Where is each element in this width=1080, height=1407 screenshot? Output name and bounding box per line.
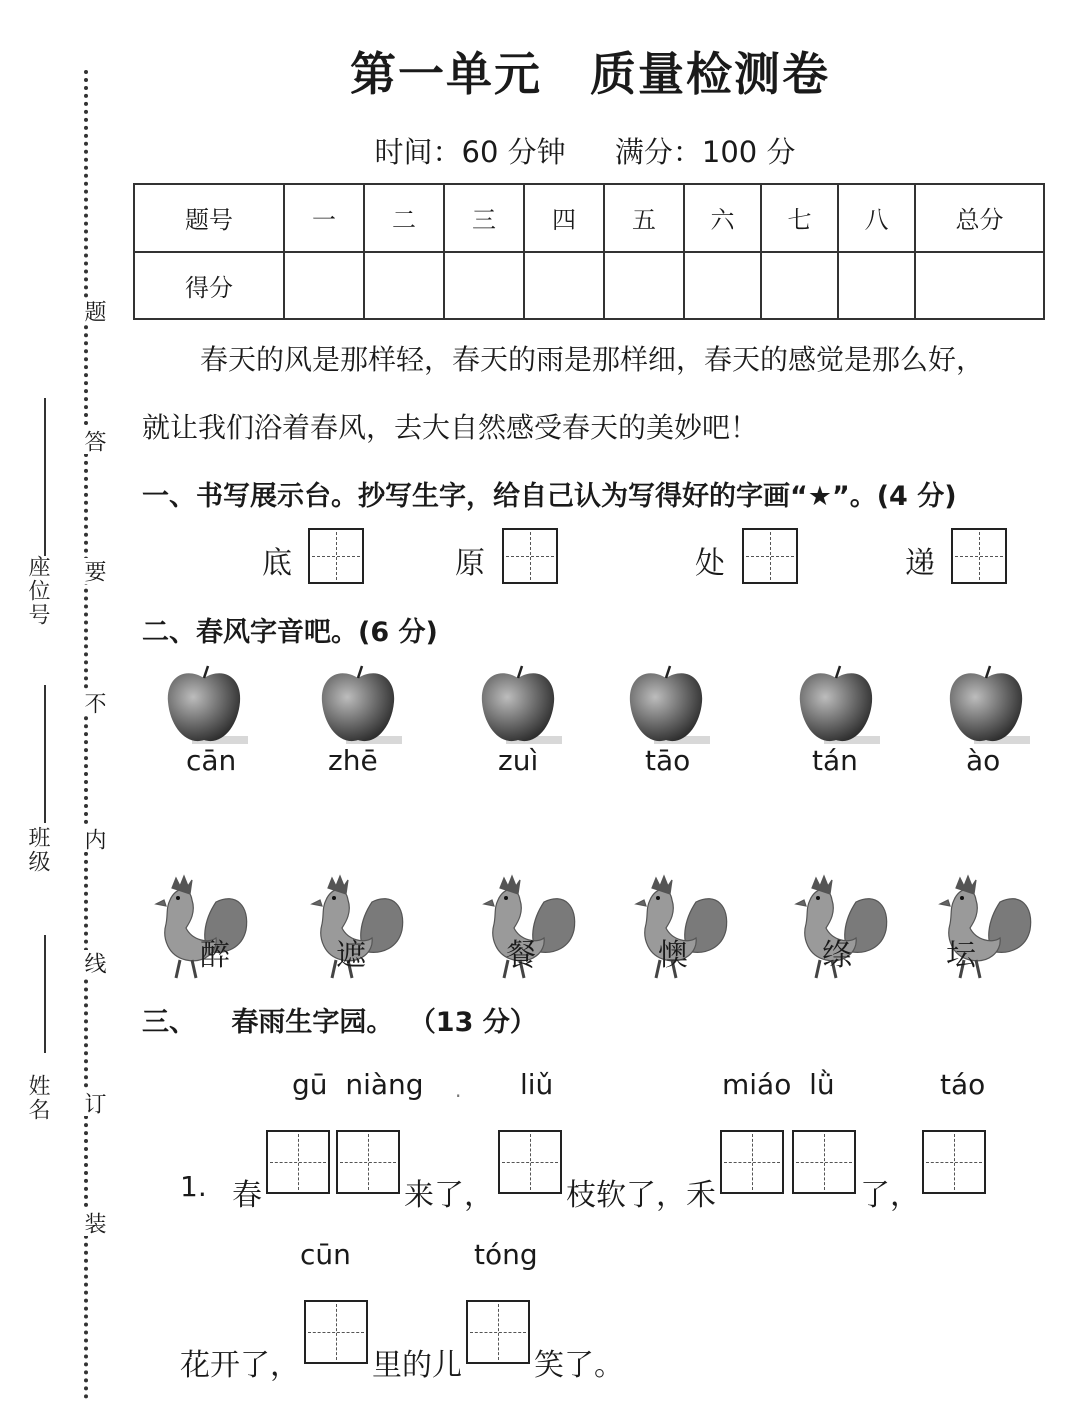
margin-char: 订	[78, 1090, 102, 1116]
score-cell[interactable]	[284, 252, 364, 320]
answer-grid[interactable]	[498, 1130, 562, 1194]
copy-char: 原	[455, 546, 485, 581]
section-1-heading: 一、书写展示台。抄写生字，给自己认为写得好的字画“★”。(4 分)	[142, 481, 957, 512]
score-cell[interactable]	[604, 252, 684, 320]
sentence-text: 枝软了，禾	[566, 1178, 716, 1213]
header-cell: 三	[444, 184, 524, 252]
section-3-score: （13 分）	[408, 1007, 537, 1038]
copy-char: 底	[262, 546, 292, 581]
margin-char: 答	[78, 428, 102, 454]
exam-meta	[0, 130, 1080, 171]
answer-grid[interactable]	[720, 1130, 784, 1194]
seat-label: 座位号	[25, 555, 50, 627]
row-label: 得分	[134, 252, 284, 320]
header-cell: 五	[604, 184, 684, 252]
apple-pinyin: tāo	[645, 744, 691, 777]
rooster-char: 懊	[658, 938, 688, 973]
score-cell[interactable]	[364, 252, 444, 320]
name-label: 姓名	[25, 1074, 50, 1122]
section-3-heading	[142, 1000, 537, 1039]
writing-grid[interactable]	[308, 528, 364, 584]
sentence-text: 来了，	[404, 1178, 494, 1213]
apple-icon	[794, 664, 880, 746]
apple-pinyin: zuì	[498, 744, 539, 777]
header-cell: 题号	[134, 184, 284, 252]
pinyin-hint: cūn	[300, 1238, 351, 1271]
writing-grid[interactable]	[742, 528, 798, 584]
score-cell[interactable]	[915, 252, 1044, 320]
pinyin-hint: miáo lǜ	[722, 1068, 835, 1101]
answer-grid[interactable]	[466, 1300, 530, 1364]
apple-icon	[476, 664, 562, 746]
answer-grid[interactable]	[304, 1300, 368, 1364]
seat-underline	[44, 398, 46, 556]
answer-grid[interactable]	[266, 1130, 330, 1194]
copy-char: 处	[695, 546, 725, 581]
pinyin-hint: táo	[940, 1068, 986, 1101]
header-cell: 总分	[915, 184, 1044, 252]
full-score: 满分：100 分	[614, 135, 796, 169]
apple-icon	[944, 664, 1030, 746]
class-label: 班级	[25, 826, 50, 874]
stray-dot: .	[455, 1078, 462, 1102]
rooster-char: 绦	[822, 938, 852, 973]
pinyin-hint: tóng	[474, 1238, 538, 1271]
score-cell[interactable]	[444, 252, 524, 320]
binding-dotted-line	[84, 70, 88, 1400]
margin-char: 要	[78, 558, 102, 584]
score-cell[interactable]	[761, 252, 838, 320]
sentence-text: 笑了。	[534, 1348, 624, 1383]
section-3-number: 三、	[142, 1007, 196, 1038]
score-cell[interactable]	[838, 252, 915, 320]
margin-char: 线	[78, 950, 102, 976]
answer-grid[interactable]	[792, 1130, 856, 1194]
rooster-char: 遮	[336, 938, 366, 973]
apple-pinyin: zhē	[328, 744, 378, 777]
apple-pinyin: cān	[186, 744, 237, 777]
sentence-text: 花开了，	[180, 1348, 300, 1383]
apple-icon	[316, 664, 402, 746]
pinyin-hint: liǔ	[520, 1068, 554, 1101]
page-title: 第一单元 质量检测卷	[350, 47, 830, 101]
class-underline	[44, 685, 46, 823]
header-cell: 八	[838, 184, 915, 252]
section-3-title: 春雨生字园。	[231, 1007, 394, 1038]
copy-char: 递	[905, 546, 935, 581]
margin-char: 题	[78, 298, 102, 324]
header-cell: 四	[524, 184, 604, 252]
question-number: 1.	[180, 1170, 207, 1203]
rooster-char: 坛	[946, 938, 976, 973]
score-table-score-row	[134, 252, 1044, 320]
answer-grid[interactable]	[336, 1130, 400, 1194]
sentence-text: 里的儿	[372, 1348, 462, 1383]
apple-pinyin: tán	[812, 744, 858, 777]
header-cell: 一	[284, 184, 364, 252]
margin-char: 不	[78, 690, 102, 716]
apple-icon	[162, 664, 248, 746]
rooster-char: 醉	[200, 938, 230, 973]
header-cell: 二	[364, 184, 444, 252]
intro-line-1: 春天的风是那样轻，春天的雨是那样细，春天的感觉是那么好，	[200, 343, 985, 376]
rooster-char: 餐	[506, 938, 536, 973]
margin-char: 内	[78, 826, 102, 852]
score-cell[interactable]	[684, 252, 761, 320]
time-limit: 时间：60 分钟	[374, 135, 566, 169]
writing-grid[interactable]	[502, 528, 558, 584]
score-cell[interactable]	[524, 252, 604, 320]
header-cell: 七	[761, 184, 838, 252]
sentence-text: 了，	[860, 1178, 920, 1213]
writing-grid[interactable]	[951, 528, 1007, 584]
name-underline	[44, 935, 46, 1053]
apple-pinyin: ào	[966, 744, 1001, 777]
score-table	[133, 183, 1045, 320]
pinyin-hint: gū niàng	[292, 1068, 424, 1101]
answer-grid[interactable]	[922, 1130, 986, 1194]
margin-char: 装	[78, 1210, 102, 1236]
sentence-text: 春	[232, 1178, 262, 1213]
intro-line-2: 就让我们浴着春风，去大自然感受春天的美妙吧！	[142, 411, 759, 444]
section-2-heading: 二、春风字音吧。(6 分)	[142, 617, 438, 648]
header-cell: 六	[684, 184, 761, 252]
score-table-header-row	[134, 184, 1044, 252]
apple-icon	[624, 664, 710, 746]
